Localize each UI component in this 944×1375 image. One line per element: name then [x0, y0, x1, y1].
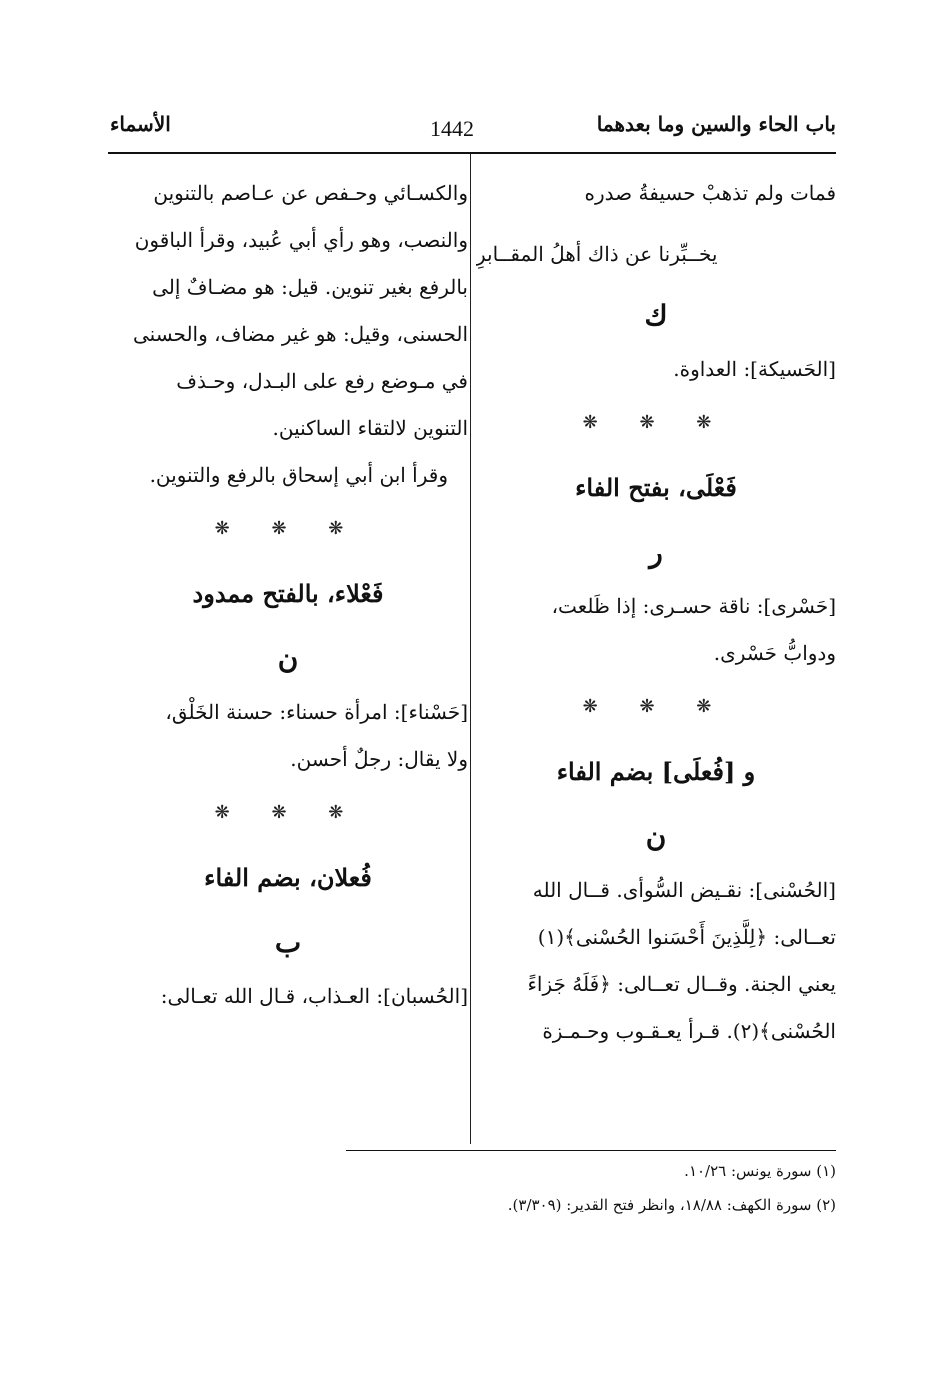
root-letter-heading: ب [274, 926, 302, 959]
section-heading: و [فُعلَى] بضم الفاء [556, 757, 756, 786]
running-head-chapter: باب الحاء والسين وما بعدهما [596, 112, 836, 136]
left-column [108, 170, 468, 1020]
entry-line: الحسنى، وقيل: هو غير مضاف، والحسنى [133, 322, 468, 346]
entry-line: بالرفع بغير تنوين. قيل: هو مضـافٌ إلى [152, 275, 468, 299]
entry-line: [الحُسْنى]: نقـيض السُّوأى. قــال الله [532, 878, 836, 902]
entry-line: وقرأ ابن أبي إسحاق بالرفع والتنوين. [149, 463, 448, 487]
entry-line: الحُسْنى﴾(٢). قـرأ يعـقـوب وحـمـزة [542, 1019, 836, 1043]
root-letter-heading: ن [645, 820, 667, 853]
entry-line: ولا يقال: رجلٌ أحسن. [290, 747, 468, 771]
footnote: (١) سورة يونس: ١٠/٢٦. [684, 1162, 836, 1180]
entry-line: [حَسْناء]: امرأة حسناء: حسنة الخَلْق، [165, 700, 468, 724]
column-divider [470, 154, 471, 1144]
footnote-rule [346, 1150, 836, 1151]
root-letter-heading: ك [644, 299, 668, 332]
entry-line: والكسـائي وحـفص عن عـاصم بالتنوين [153, 181, 468, 205]
section-separator: ❋ ❋ ❋ [582, 696, 730, 717]
entry-line: تعــالى: ﴿لِلَّذِينَ أَحْسَنوا الحُسْنى﴾(١) [537, 925, 836, 949]
root-letter-heading: ر [649, 536, 663, 569]
header-rule [108, 152, 836, 154]
section-heading: فَعْلاء، بالفتح ممدود [192, 579, 384, 608]
verse-line: فمات ولم تذهبْ حسيفةُ صدره [584, 181, 836, 205]
section-separator: ❋ ❋ ❋ [214, 518, 362, 539]
entry-line: [الحُسبان]: العـذاب، قـال الله تعـالى: [160, 984, 468, 1008]
entry-line: [الحَسيكة]: العداوة. [673, 357, 836, 381]
section-heading: فَعْلَى، بفتح الفاء [575, 473, 737, 502]
entry-line: يعني الجنة. وقــال تعــالى: ﴿فَلَهُ جَزاءً [527, 972, 836, 996]
page-number: 1442 [430, 116, 474, 141]
entry-line: ودوابُّ حَسْرى. [713, 641, 836, 665]
entry-line: [حَسْرى]: ناقة حسـرى: إذا ظَلعت، [551, 594, 836, 618]
entry-line: في مـوضع رفع على البـدل، وحـذف [176, 369, 468, 393]
entry-line: التنوين لالتقاء الساكنين. [272, 416, 468, 440]
section-heading: فُعلان، بضم الفاء [204, 863, 372, 892]
footnote: (٢) سورة الكهف: ١٨/٨٨، وانظر فتح القدير: (٣/٣٠٩). [507, 1196, 836, 1214]
section-separator: ❋ ❋ ❋ [214, 802, 362, 823]
running-head-section: الأسماء [110, 112, 171, 136]
verse-line: يخــبِّرنا عن ذاك أهلُ المقــابرِ [476, 242, 718, 266]
right-column [476, 170, 836, 1055]
root-letter-heading: ن [277, 642, 299, 675]
section-separator: ❋ ❋ ❋ [582, 412, 730, 433]
entry-line: والنصب، وهو رأي أبي عُبيد، وقرأ الباقون [134, 228, 468, 252]
